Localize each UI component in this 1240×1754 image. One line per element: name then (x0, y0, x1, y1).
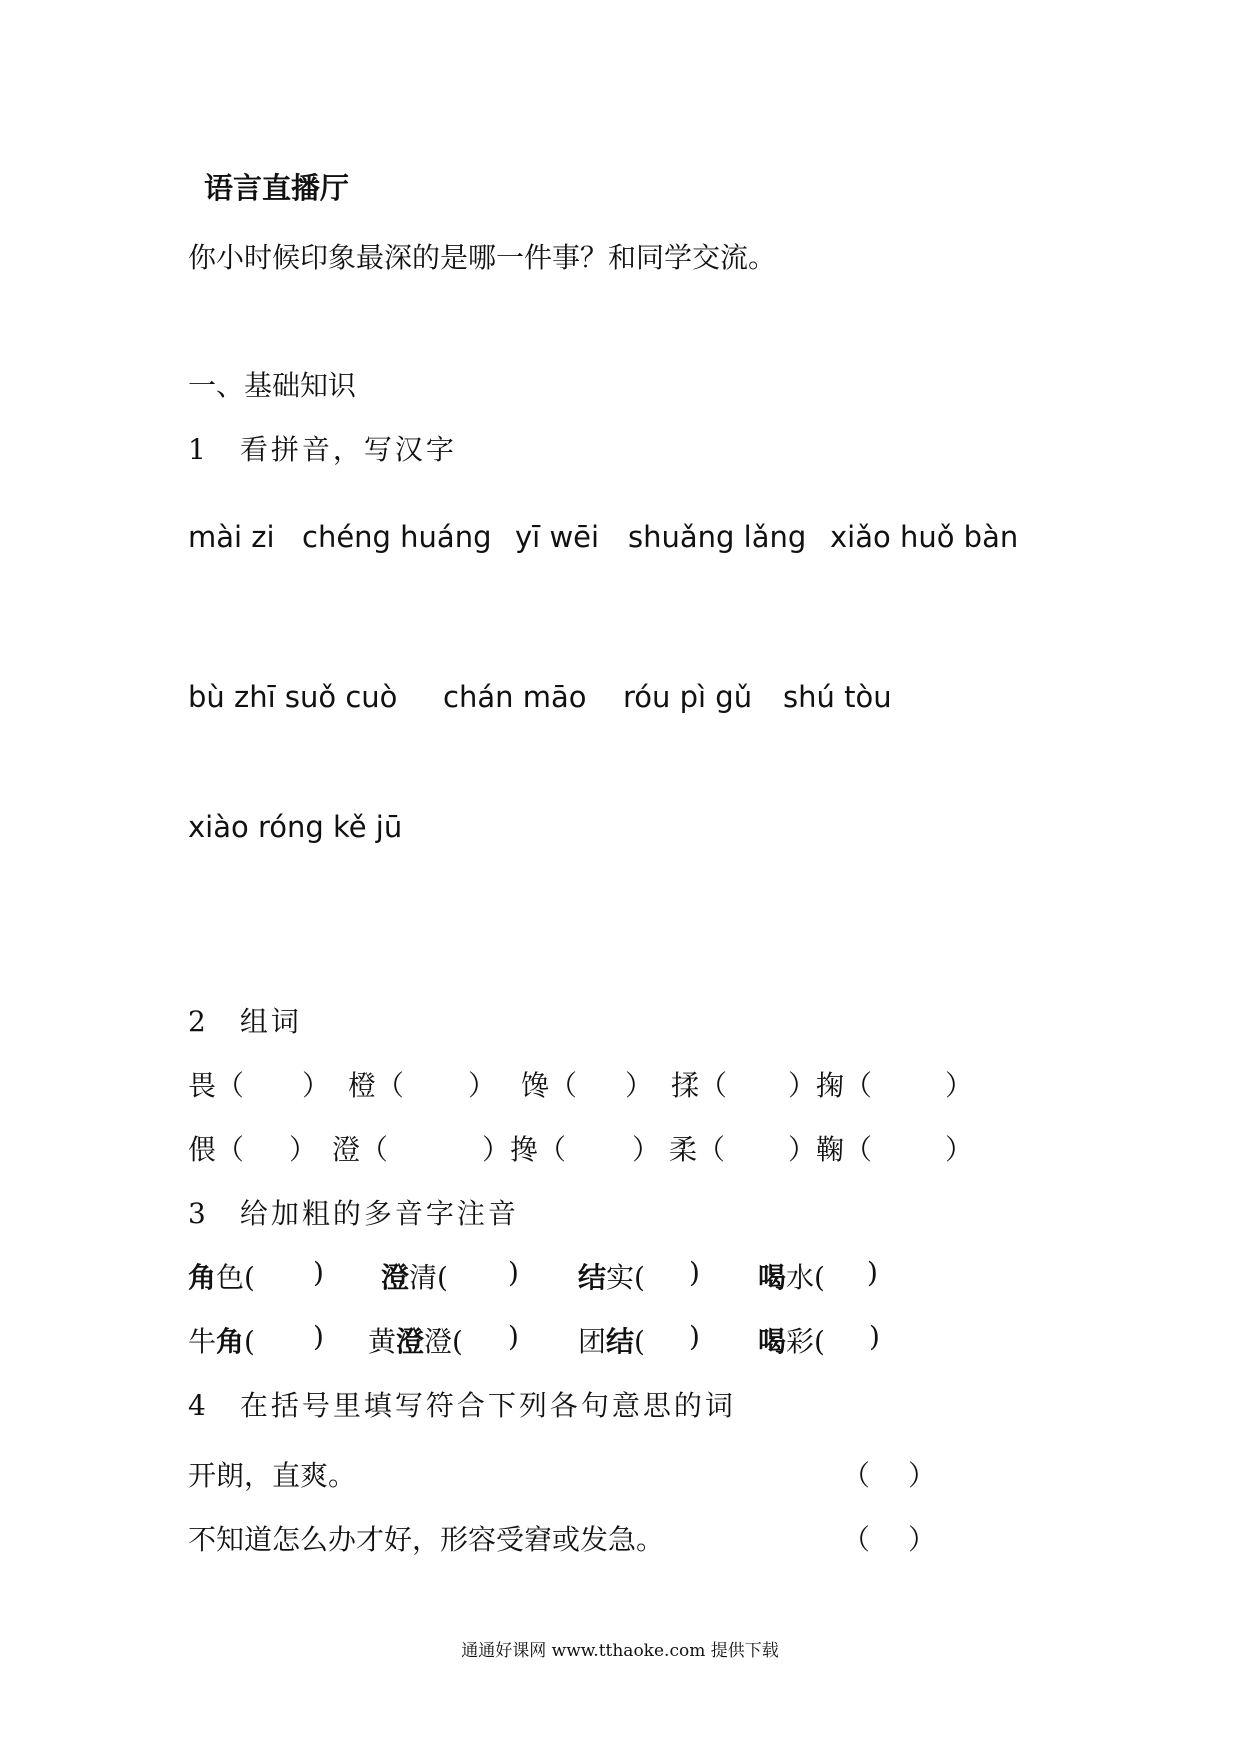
pinyin-item: chéng huáng (302, 520, 492, 554)
pinyin-item: chán māo (443, 680, 587, 714)
word-group-item: 柔（ (669, 1133, 726, 1166)
word-group-item: ） (945, 1069, 974, 1102)
polyphone-text: 清( (409, 1261, 448, 1294)
word-group-item: ）鞠（ (788, 1133, 873, 1166)
polyphone-close: ) (508, 1256, 519, 1289)
bold-char: 喝 (758, 1261, 787, 1294)
polyphone-text: 彩( (786, 1325, 825, 1358)
word-group-item: ） (632, 1133, 661, 1166)
polyphone-text: 团 (578, 1325, 607, 1358)
polyphone-text: 水( (786, 1261, 825, 1294)
question-3-label: 3 给加粗的多音字注音 (188, 1197, 519, 1230)
pinyin-item: yī wēi (515, 520, 600, 554)
word-group-item: 畏（ (188, 1069, 245, 1102)
definition-text: 开朗，直爽。 (188, 1459, 357, 1492)
polyphone-close: ) (867, 1256, 878, 1289)
pinyin-item: bù zhī suǒ cuò (188, 680, 398, 714)
pinyin-item: shú tòu (783, 680, 892, 714)
bold-char: 澄 (381, 1261, 410, 1294)
polyphone-close: ) (508, 1320, 519, 1353)
polyphone-item (578, 1320, 645, 1360)
polyphone-text: 黄 (368, 1325, 397, 1358)
polyphone-close: ) (869, 1320, 880, 1353)
polyphone-close: ) (313, 1256, 324, 1289)
polyphone-item (578, 1256, 645, 1296)
word-group-item: ） (468, 1069, 497, 1102)
bold-char: 澄 (396, 1325, 425, 1358)
pinyin-item: mài zi (188, 520, 275, 554)
polyphone-text: 澄( (424, 1325, 463, 1358)
answer-bracket-close: ） (908, 1459, 937, 1492)
bold-char: 喝 (758, 1325, 787, 1358)
polyphone-text: 色( (216, 1261, 255, 1294)
page-title: 语言直播厅 (204, 171, 350, 205)
question-1-label: 1 看拼音，写汉字 (188, 433, 457, 466)
polyphone-item (188, 1256, 255, 1296)
polyphone-close: ) (689, 1320, 700, 1353)
pinyin-item: shuǎng lǎng (628, 520, 807, 554)
word-group-item: 揉（ (671, 1069, 728, 1102)
polyphone-item (188, 1320, 255, 1360)
polyphone-item (758, 1256, 825, 1296)
page-footer: 通通好课网 www.tthaoke.com 提供下载 (461, 1641, 779, 1661)
bold-char: 角 (216, 1325, 245, 1358)
polyphone-item (758, 1320, 825, 1360)
pinyin-item: xiǎo huǒ bàn (830, 520, 1019, 554)
section-heading: 一、基础知识 (188, 369, 357, 402)
word-group-item: ）搀（ (482, 1133, 567, 1166)
polyphone-text: ( (244, 1325, 255, 1358)
word-group-item: 澄（ (332, 1133, 389, 1166)
question-4-label: 4 在括号里填写符合下列各句意思的词 (188, 1389, 736, 1422)
polyphone-text: 牛 (188, 1325, 217, 1358)
polyphone-text: ( (634, 1325, 645, 1358)
question-2-label: 2 组词 (188, 1005, 302, 1038)
bold-char: 结 (606, 1325, 635, 1358)
word-group-item: 馋（ (521, 1069, 578, 1102)
word-group-item: ） (625, 1069, 654, 1102)
bold-char: 结 (578, 1261, 607, 1294)
pinyin-item: xiào róng kě jū (188, 810, 403, 844)
word-group-item: 偎（ (188, 1133, 245, 1166)
word-group-item: ） (945, 1133, 974, 1166)
polyphone-text: 实( (606, 1261, 645, 1294)
bold-char: 角 (188, 1261, 217, 1294)
word-group-item: ）掬（ (788, 1069, 873, 1102)
polyphone-item (368, 1320, 463, 1360)
answer-bracket-close: ） (908, 1523, 937, 1556)
pinyin-item: róu pì gǔ (623, 680, 753, 714)
word-group-item: ） (302, 1069, 331, 1102)
polyphone-item (381, 1256, 448, 1296)
definition-text: 不知道怎么办才好，形容受窘或发急。 (188, 1523, 665, 1556)
polyphone-close: ) (689, 1256, 700, 1289)
word-group-item: ） (289, 1133, 318, 1166)
polyphone-close: ) (313, 1320, 324, 1353)
answer-bracket-open: （ (842, 1459, 871, 1492)
answer-bracket-open: （ (842, 1523, 871, 1556)
discussion-prompt: 你小时候印象最深的是哪一件事？和同学交流。 (188, 241, 777, 274)
word-group-item: 橙（ (348, 1069, 405, 1102)
